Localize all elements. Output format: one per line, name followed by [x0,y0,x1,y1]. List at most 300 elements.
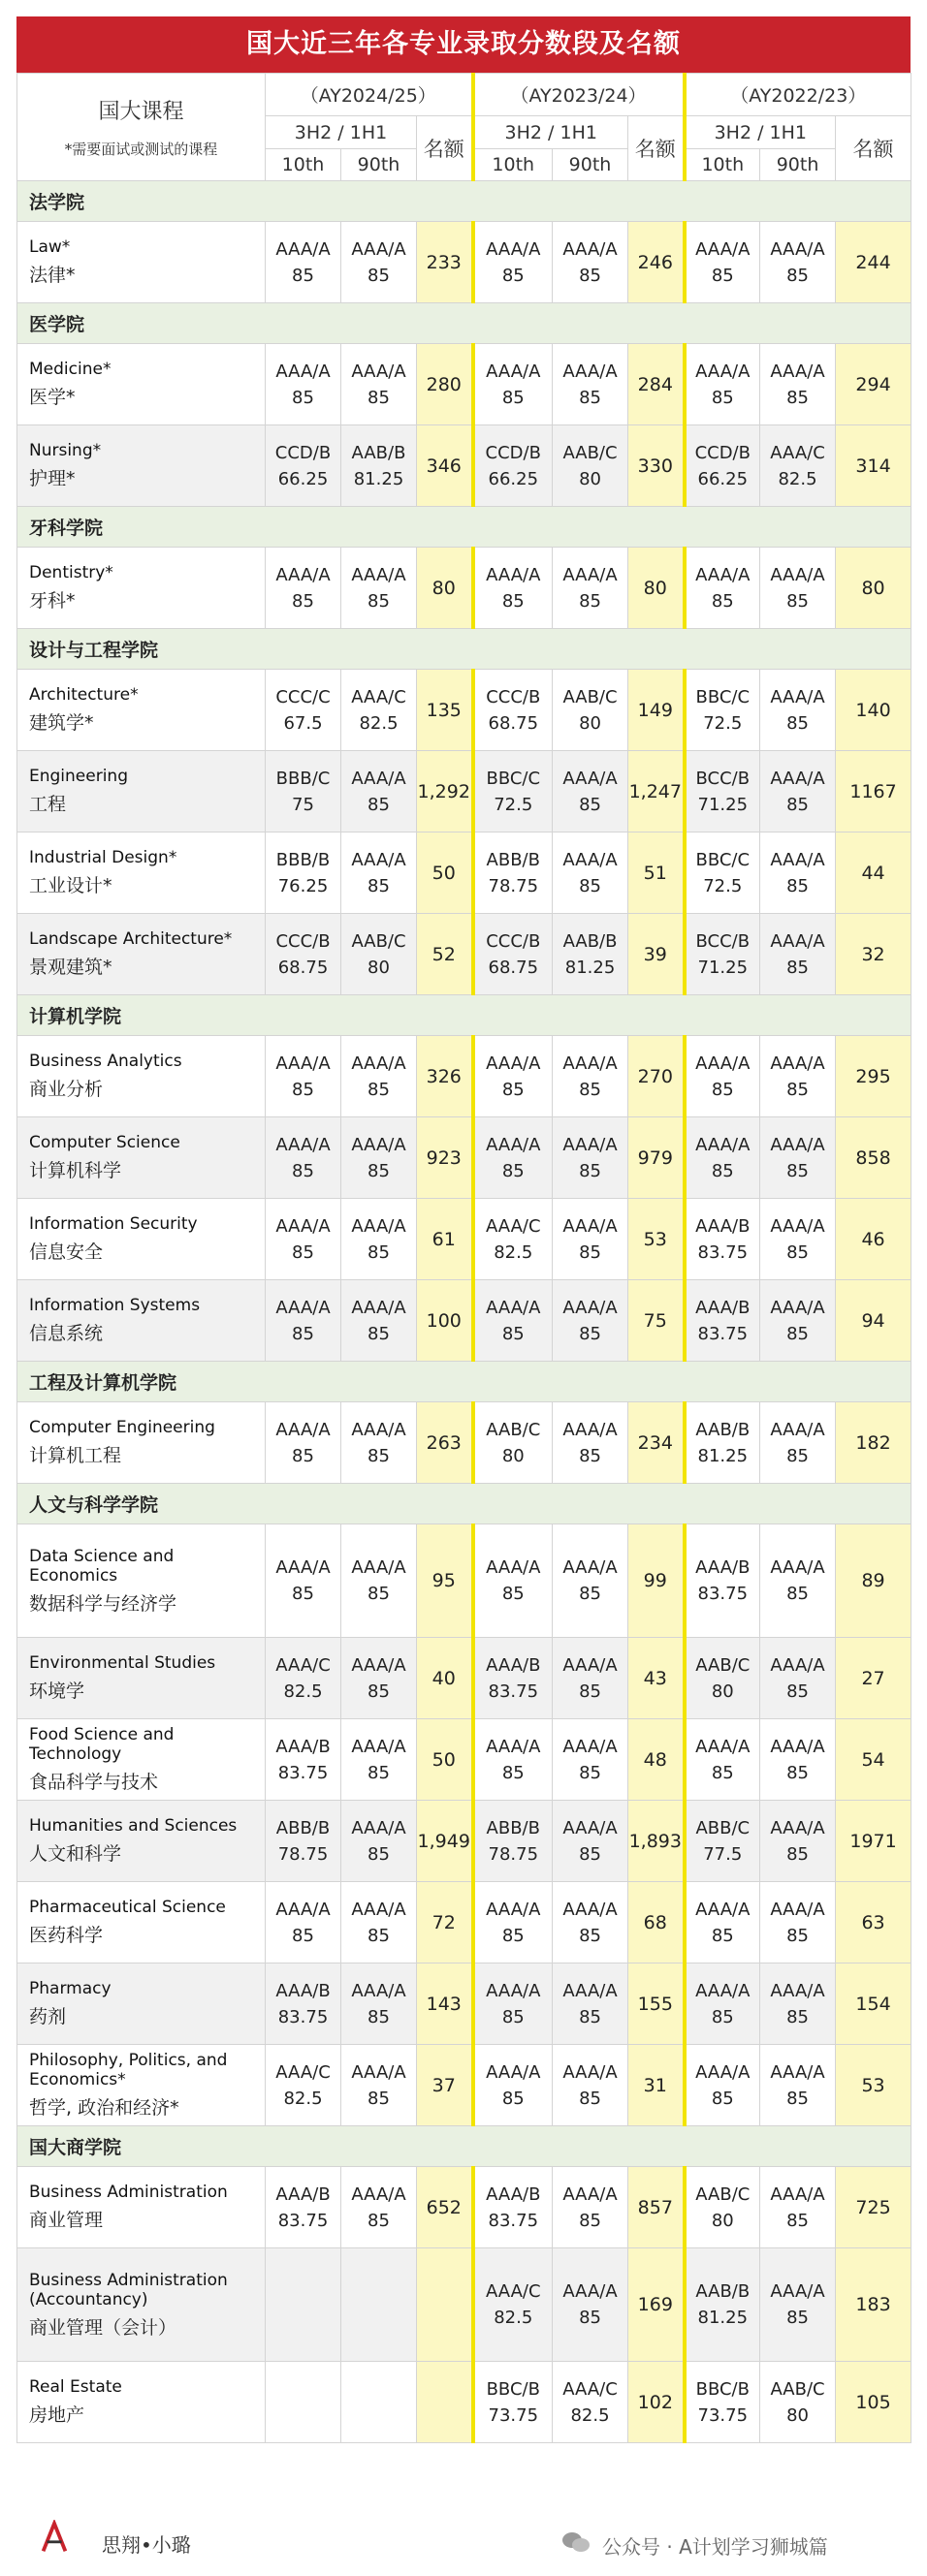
course-name-en: Medicine* [29,360,112,379]
score-90th: 85 [368,2210,390,2231]
grade-90th: AAA/A [562,1736,618,1757]
grade-10th-cell [473,2362,553,2443]
grade-90th-cell [341,425,417,507]
grade-90th: AAA/A [770,2281,825,2302]
grade-10th-cell [685,2362,760,2443]
quota-cell: 80 [836,548,911,629]
course-name-zh: 食品科学与技术 [29,1772,159,1793]
quota-cell: 68 [628,1882,685,1963]
score-90th: 85 [786,1925,809,1946]
score-10th: 83.75 [697,1241,749,1263]
score-90th: 85 [786,1160,809,1181]
score-10th: 85 [711,2006,734,2027]
header-combo-2022: 3H2 / 1H1 [685,116,836,149]
grade-90th: AAA/A [770,1654,825,1676]
grade-90th-cell [760,914,836,995]
grade-90th-cell [341,1199,417,1280]
course-name-cell [17,751,266,832]
grade-10th: AAA/A [695,564,751,585]
score-10th: 77.5 [703,1843,743,1865]
score-90th: 85 [579,2088,601,2109]
quota-cell: 39 [628,914,685,995]
score-10th: 85 [292,1079,314,1100]
grade-90th: AAA/A [770,1980,825,2001]
grade-10th-cell [266,1280,341,1362]
course-name-zh: 药剂 [29,2006,67,2027]
quota-cell: 44 [836,832,911,914]
course-name-cell [17,1882,266,1963]
grade-10th-cell [685,832,760,914]
score-10th: 82.5 [283,1681,323,1702]
score-90th: 85 [368,794,390,815]
score-90th: 85 [579,1584,601,1604]
quota-cell: 54 [836,1719,911,1801]
quota-cell: 32 [836,914,911,995]
grade-10th: AAB/C [695,1654,751,1676]
course-name-zh: 环境学 [29,1681,85,1702]
grade-10th: AAA/B [695,1215,751,1237]
grade-90th-cell [553,1963,628,2045]
grade-10th: AAA/A [275,1215,331,1237]
grade-10th: BBC/C [486,768,541,789]
quota-cell: 330 [628,425,685,507]
grade-10th: AAA/A [275,1134,331,1155]
grade-90th-cell [553,832,628,914]
grade-90th-cell [760,1882,836,1963]
grade-10th: AAA/B [275,1980,331,2001]
score-10th: 83.75 [697,1323,749,1344]
grade-10th: BBB/C [275,768,331,789]
quota-cell: 43 [628,1638,685,1719]
quota-cell: 234 [628,1402,685,1484]
quota-cell: 95 [417,1524,473,1638]
table-row [17,670,911,751]
score-10th: 85 [501,1079,525,1100]
course-name-cell [17,670,266,751]
grade-10th-cell [266,222,341,303]
score-90th: 85 [579,2006,601,2027]
score-10th: 85 [501,1762,525,1783]
course-name-zh: 景观建筑* [29,957,112,978]
grade-90th-cell [760,548,836,629]
grade-90th: AAA/A [351,1297,406,1318]
score-90th: 80 [579,712,601,734]
grade-90th: AAA/A [562,2183,618,2205]
wechat-icon [561,2531,591,2553]
grade-90th-cell [553,1117,628,1199]
score-10th: 85 [711,590,734,612]
course-name-cell [17,1963,266,2045]
score-10th: 66.25 [277,468,329,489]
course-name-zh: 商业管理（会计） [29,2316,177,2339]
grade-90th-cell [341,914,417,995]
header-10th-2022: 10th [685,149,760,181]
grade-10th: AAA/A [275,238,331,260]
grade-90th-cell [553,344,628,425]
course-name-zh: 计算机工程 [29,1445,122,1466]
grade-10th-cell [473,832,553,914]
grade-10th-cell [685,2248,760,2362]
table-row [17,1199,911,1280]
table-row [17,1402,911,1484]
score-10th: 67.5 [283,712,323,734]
score-10th: 78.75 [277,1843,329,1865]
course-name-zh: 信息系统 [29,1323,104,1344]
course-name-zh: 医学* [29,387,76,408]
grade-10th: AAA/A [695,1736,751,1757]
grade-10th: BCC/B [695,930,751,952]
score-10th: 85 [711,387,734,408]
score-10th: 66.25 [488,468,539,489]
grade-10th-cell [266,2248,341,2362]
score-10th: 71.25 [697,794,749,815]
grade-90th-cell [760,1402,836,1484]
grade-90th: AAA/A [562,1297,618,1318]
score-90th: 85 [579,1925,601,1946]
logo-icon [36,2520,73,2557]
score-10th: 85 [292,1925,314,1946]
course-name-zh: 商业管理 [29,2210,104,2231]
grade-10th: AAA/C [275,1654,331,1676]
grade-10th: AAA/A [695,1980,751,2001]
course-name-en: Humanities and Sciences [29,1816,238,1836]
grade-10th: AAA/A [486,1980,541,2001]
grade-90th-cell [341,1524,417,1638]
grade-10th-cell [266,1719,341,1801]
grade-10th-cell [266,914,341,995]
grade-90th: AAA/A [562,1899,618,1920]
grade-90th-cell [341,2045,417,2126]
course-name-cell [17,2248,266,2362]
grade-90th: AAA/A [770,1557,825,1578]
grade-10th: AAA/A [695,361,751,382]
score-90th: 85 [579,387,601,408]
grade-90th-cell [553,1280,628,1362]
score-10th: 85 [711,265,734,286]
score-10th: 68.75 [488,957,539,978]
quota-cell: 155 [628,1963,685,2045]
table-row [17,1963,911,2045]
grade-10th-cell [266,1882,341,1963]
section-row [17,507,911,548]
header-10th-2024: 10th [266,149,341,181]
grade-90th-cell [553,548,628,629]
grade-10th-cell [685,1280,760,1362]
quota-cell: 80 [417,548,473,629]
grade-90th-cell [760,2167,836,2248]
grade-90th: AAA/A [770,361,825,382]
course-name-cell [17,1524,266,1638]
course-name-cell [17,222,266,303]
score-10th: 81.25 [697,2308,749,2328]
course-name-cell [17,2362,266,2443]
score-90th: 85 [368,1079,390,1100]
course-name-cell [17,2045,266,2126]
table-row [17,2167,911,2248]
quota-cell: 169 [628,2248,685,2362]
score-10th: 83.75 [277,2006,329,2027]
course-name-cell [17,548,266,629]
footer-account: 公众号 · A计划学习狮城篇 [602,2535,828,2559]
header-quota-2023: 名额 [628,116,685,181]
grade-10th: AAA/A [275,1297,331,1318]
score-90th: 82.5 [778,468,817,489]
score-10th: 81.25 [697,1445,749,1466]
score-10th: 85 [501,590,525,612]
score-90th: 85 [579,794,601,815]
score-90th: 85 [368,265,390,286]
score-90th: 80 [579,468,601,489]
score-10th: 83.75 [488,2210,539,2231]
grade-90th-cell [341,548,417,629]
grade-10th-cell [685,1199,760,1280]
grade-10th-cell [473,1882,553,1963]
score-90th: 85 [579,1445,601,1466]
grade-10th: AAA/A [275,361,331,382]
grade-90th: AAA/A [562,1134,618,1155]
score-90th: 85 [786,712,809,734]
grade-10th-cell [473,1963,553,2045]
grade-90th-cell [760,1719,836,1801]
grade-90th-cell [341,2362,417,2443]
course-name-en: Data Science and Economics [29,1546,175,1586]
course-name-zh: 房地产 [29,2404,85,2426]
grade-10th: AAA/A [275,1419,331,1440]
course-name-en: Philosophy, Politics, and Economics* [29,2051,228,2089]
quota-cell: 294 [836,344,911,425]
score-10th: 78.75 [488,1843,539,1865]
table-row [17,1524,911,1638]
header-year-2023: （AY2023/24） [473,74,685,116]
grade-10th: AAB/C [486,1419,541,1440]
grade-10th: AAA/B [275,1736,331,1757]
grade-10th: BBC/C [695,686,751,707]
score-10th: 85 [292,1445,314,1466]
grade-10th-cell [685,548,760,629]
grade-90th-cell [341,1036,417,1117]
grade-90th: AAA/A [351,1899,406,1920]
section-row [17,2126,911,2167]
score-10th: 85 [501,1925,525,1946]
table-row [17,1719,911,1801]
grade-90th-cell [553,1638,628,1719]
score-90th: 85 [368,387,390,408]
grade-10th-cell [473,1280,553,1362]
course-name-en: Dentistry* [29,563,113,582]
grade-10th-cell [685,2167,760,2248]
grade-90th: AAA/A [562,768,618,789]
quota-cell: 233 [417,222,473,303]
quota-cell: 1,247 [628,751,685,832]
grade-10th-cell [473,548,553,629]
grade-90th: AAA/A [351,768,406,789]
grade-90th: AAA/A [770,686,825,707]
grade-90th-cell [760,2362,836,2443]
grade-10th: AAA/C [485,1215,541,1237]
grade-10th-cell [266,344,341,425]
grade-10th-cell [473,1036,553,1117]
grade-90th-cell [553,222,628,303]
quota-cell: 154 [836,1963,911,2045]
section-title: 计算机学院 [17,995,911,1036]
course-name-zh: 信息安全 [29,1241,104,1263]
score-90th: 85 [786,1584,809,1604]
grade-10th-cell [685,1882,760,1963]
score-10th: 72.5 [703,712,743,734]
table-row [17,425,911,507]
grade-10th-cell [266,1801,341,1882]
grade-90th-cell [553,2362,628,2443]
grade-90th: AAA/A [770,768,825,789]
table-row [17,2045,911,2126]
score-10th: 85 [501,1160,525,1181]
grade-90th: AAA/A [562,1557,618,1578]
score-90th: 85 [786,2088,809,2109]
grade-90th: AAA/A [351,1980,406,2001]
score-90th: 85 [786,1079,809,1100]
grade-90th: AAB/C [562,442,618,463]
grade-10th-cell [473,1117,553,1199]
course-name-en: Business Analytics [29,1052,182,1071]
footer-brand: 思翔•小璐 [102,2533,191,2557]
grade-90th: AAA/A [562,1215,618,1237]
grade-10th: AAA/B [695,1557,751,1578]
grade-10th-cell [473,344,553,425]
grade-10th: AAB/B [695,2281,751,2302]
course-name-zh: 工业设计* [29,875,112,896]
course-name-en: Pharmacy [29,1979,112,1998]
course-name-zh: 牙科* [29,590,76,612]
grade-10th: AAA/A [275,1052,331,1074]
grade-10th-cell [473,1402,553,1484]
grade-90th-cell [553,1402,628,1484]
header-90th-2024: 90th [341,149,417,181]
grade-10th: ABB/B [486,849,540,870]
score-10th: 85 [711,1160,734,1181]
header-combo-2024: 3H2 / 1H1 [266,116,417,149]
course-name-zh: 人文和科学 [29,1843,122,1865]
quota-cell: 244 [836,222,911,303]
score-10th: 73.75 [697,2404,749,2426]
quota-cell: 53 [836,2045,911,2126]
quota-cell: 857 [628,2167,685,2248]
course-name-zh: 工程 [29,794,67,815]
score-10th: 66.25 [697,468,749,489]
score-90th: 85 [368,1762,390,1783]
score-90th: 85 [579,1241,601,1263]
grade-90th-cell [553,670,628,751]
grade-10th: BBC/B [486,2378,540,2400]
grade-10th-cell [266,1036,341,1117]
grade-10th-cell [685,425,760,507]
grade-10th-cell [473,1638,553,1719]
grade-90th-cell [553,1036,628,1117]
grade-90th: AAA/A [770,930,825,952]
grade-10th: CCC/C [275,686,331,707]
grade-90th-cell [553,2167,628,2248]
grade-10th-cell [473,1524,553,1638]
course-name-en: Landscape Architecture* [29,929,233,949]
grade-90th-cell [553,914,628,995]
grade-10th-cell [473,670,553,751]
grade-90th: AAA/A [770,1817,825,1838]
quota-cell [417,2362,473,2443]
grade-90th-cell [341,1638,417,1719]
course-name-en: Industrial Design* [29,848,177,867]
table-row [17,1638,911,1719]
grade-90th-cell [760,222,836,303]
grade-10th: AAA/A [486,1736,541,1757]
grade-90th: AAA/A [351,2183,406,2205]
grade-10th: BBC/C [695,849,751,870]
grade-90th: AAA/A [351,1736,406,1757]
score-10th: 85 [501,2006,525,2027]
section-title: 牙科学院 [17,507,911,548]
grade-90th: AAA/A [351,1052,406,1074]
quota-cell: 284 [628,344,685,425]
score-90th: 85 [786,2210,809,2231]
score-10th: 85 [292,1160,314,1181]
score-10th: 83.75 [488,1681,539,1702]
table-row [17,751,911,832]
score-90th: 80 [786,2404,809,2426]
quota-cell: 48 [628,1719,685,1801]
course-name-cell [17,1036,266,1117]
score-10th: 83.75 [277,1762,329,1783]
header-quota-2024: 名额 [417,116,473,181]
score-90th: 85 [786,875,809,896]
grade-10th: AAA/A [275,564,331,585]
score-10th: 82.5 [494,2308,533,2328]
score-90th: 81.25 [564,957,616,978]
quota-cell: 326 [417,1036,473,1117]
course-name-zh: 医药科学 [29,1925,104,1946]
score-90th: 85 [368,590,390,612]
course-name-en: Information Systems [29,1296,201,1315]
grade-10th-cell [473,2167,553,2248]
grade-90th-cell [341,222,417,303]
score-10th: 80 [501,1445,525,1466]
grade-90th-cell [553,425,628,507]
quota-cell: 61 [417,1199,473,1280]
grade-90th-cell [760,832,836,914]
grade-10th-cell [685,914,760,995]
grade-90th: AAA/A [351,1419,406,1440]
grade-90th: AAA/A [562,361,618,382]
grade-90th-cell [553,751,628,832]
grade-10th: AAA/A [275,1899,331,1920]
grade-90th-cell [760,1280,836,1362]
grade-10th: AAA/A [695,2061,751,2083]
course-name-cell [17,1280,266,1362]
grade-90th-cell [760,1199,836,1280]
grade-10th: AAA/A [486,1297,541,1318]
section-title: 设计与工程学院 [17,629,911,670]
grade-10th: AAA/A [695,1134,751,1155]
grade-90th-cell [341,1402,417,1484]
table-row [17,914,911,995]
grade-10th: AAA/B [486,1654,541,1676]
section-row [17,1362,911,1402]
grade-90th: AAA/C [351,686,406,707]
quota-cell: 99 [628,1524,685,1638]
quota-cell: 135 [417,670,473,751]
score-90th: 85 [579,2210,601,2231]
grade-10th-cell [473,914,553,995]
grade-10th: AAA/A [486,1557,541,1578]
grade-10th-cell [473,2248,553,2362]
score-90th: 85 [368,1323,390,1344]
